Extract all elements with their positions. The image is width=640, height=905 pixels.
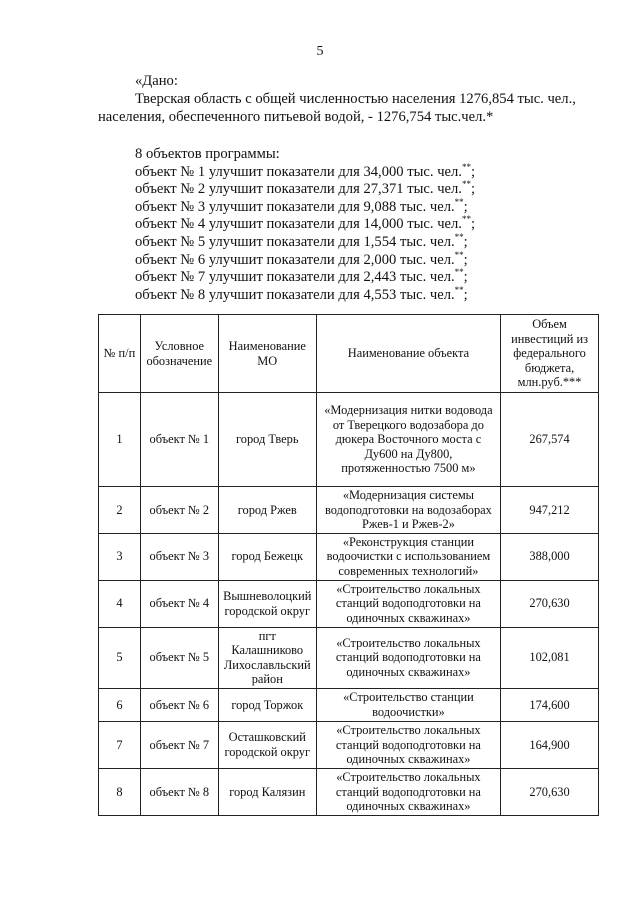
footnote-mark: ** — [454, 284, 464, 295]
table-row — [99, 533, 599, 580]
object-line-end: ; — [463, 198, 468, 215]
cell-object: «Строительство локальных станций водоподготовки на одиночных скважинах» — [316, 768, 500, 815]
cell-object: «Строительство локальных станций водоподготовки на одиночных скважинах» — [316, 627, 500, 688]
object-line-end: ; — [463, 251, 468, 268]
cell-mo: город Ржев — [218, 487, 316, 534]
given-region-line: Тверская область с общей численностью населения 1276,854 тыс. чел., — [135, 91, 576, 107]
projects-table — [98, 314, 599, 816]
cell-object: «Строительство станции водоочистки» — [316, 688, 500, 721]
table-row — [99, 721, 599, 768]
cell-object: «Реконструкция станции водоочистки с использованием современных технологий» — [316, 533, 500, 580]
object-line-end: ; — [470, 181, 476, 198]
cell-mo: Вышневолоцкий городской округ — [218, 580, 316, 627]
cell-mo: Осташковский городской округ — [218, 721, 316, 768]
object-line — [135, 181, 475, 199]
cell-mo: пгт Калашниково Лихославльский район — [218, 627, 316, 688]
objects-heading: 8 объектов программы: — [135, 146, 280, 162]
object-line-text: объект № 3 улучшит показатели для 9,088 тыс. чел. — [135, 198, 455, 215]
object-line — [135, 249, 475, 270]
footnote-mark: ** — [461, 179, 471, 190]
given-label: «Дано: — [135, 73, 178, 89]
object-line-end: ; — [470, 216, 476, 233]
object-line — [135, 161, 476, 182]
cell-num: 5 — [99, 627, 141, 688]
table-row — [99, 627, 599, 688]
footnote-mark: ** — [461, 214, 471, 225]
footnote-mark: ** — [454, 267, 464, 278]
cell-mo: город Калязин — [218, 768, 316, 815]
object-line — [135, 216, 475, 234]
cell-object: «Строительство локальных станций водоподготовки на одиночных скважинах» — [316, 580, 500, 627]
cell-code: объект № 2 — [140, 487, 218, 534]
cell-volume: 388,000 — [501, 533, 599, 580]
object-line-text: объект № 8 улучшит показатели для 4,553 тыс. чел. — [135, 286, 455, 303]
object-line-end: ; — [463, 233, 468, 250]
cell-volume: 270,630 — [501, 768, 599, 815]
table-row — [99, 768, 599, 815]
cell-volume: 102,081 — [501, 627, 599, 688]
table-row — [99, 393, 599, 487]
object-line-text: объект № 7 улучшит показатели для 2,443 тыс. чел. — [135, 269, 455, 286]
footnote-mark: ** — [461, 161, 471, 172]
footnote-mark: ** — [454, 249, 464, 260]
given-block — [98, 72, 576, 126]
object-line-text: объект № 1 улучшит показатели для 34,000 тыс. чел. — [135, 163, 462, 180]
object-line — [135, 231, 475, 252]
cell-num: 8 — [99, 768, 141, 815]
objects-block — [135, 146, 475, 304]
table-row — [99, 688, 599, 721]
header-code: Условное обозначение — [140, 315, 218, 393]
object-line-text: объект № 5 улучшит показатели для 1,554 тыс. чел. — [135, 233, 455, 250]
footnote-mark: ** — [454, 196, 464, 207]
cell-volume: 947,212 — [501, 487, 599, 534]
header-volume: Объем инвестиций из федерального бюджета, млн.руб.*** — [501, 315, 599, 393]
cell-code: объект № 7 — [140, 721, 218, 768]
table-body — [99, 393, 599, 816]
table-header-row — [99, 315, 599, 393]
table-row — [99, 487, 599, 534]
cell-num: 2 — [99, 487, 141, 534]
object-line — [135, 196, 475, 217]
object-line-text: объект № 2 улучшит показатели для 27,371 тыс. чел. — [135, 181, 462, 198]
cell-object: «Строительство локальных станций водоподготовки на одиночных скважинах» — [316, 721, 500, 768]
cell-num: 1 — [99, 393, 141, 487]
table-row — [99, 580, 599, 627]
cell-volume: 270,630 — [501, 580, 599, 627]
object-line — [135, 284, 475, 305]
cell-volume: 164,900 — [501, 721, 599, 768]
cell-num: 4 — [99, 580, 141, 627]
cell-object: «Модернизация системы водоподготовки на водозаборах Ржев-1 и Ржев-2» — [316, 487, 500, 534]
cell-object: «Модернизация нитки водовода от Тверецкого водозабора до дюкера Восточного моста с Ду600 на Ду800, протяженностью 7500 м» — [316, 393, 500, 487]
object-line-text: объект № 6 улучшит показатели для 2,000 тыс. чел. — [135, 251, 455, 268]
cell-num: 6 — [99, 688, 141, 721]
object-line-end: ; — [470, 163, 476, 180]
cell-code: объект № 3 — [140, 533, 218, 580]
given-water-line: населения, обеспеченного питьевой водой, - 1276,754 тыс.чел.* — [98, 109, 494, 125]
object-line — [135, 269, 475, 287]
object-line-end: ; — [463, 269, 468, 286]
object-line-text: объект № 4 улучшит показатели для 14,000 тыс. чел. — [135, 216, 462, 233]
cell-code: объект № 6 — [140, 688, 218, 721]
header-object: Наименование объекта — [316, 315, 500, 393]
cell-num: 3 — [99, 533, 141, 580]
footnote-mark: ** — [454, 231, 464, 242]
header-mo: Наименование МО — [218, 315, 316, 393]
objects-list — [135, 161, 476, 305]
cell-mo: город Бежецк — [218, 533, 316, 580]
object-line-end: ; — [463, 286, 468, 303]
cell-mo: город Тверь — [218, 393, 316, 487]
cell-mo: город Торжок — [218, 688, 316, 721]
cell-volume: 174,600 — [501, 688, 599, 721]
cell-volume: 267,574 — [501, 393, 599, 487]
header-num: № п/п — [99, 315, 141, 393]
cell-num: 7 — [99, 721, 141, 768]
cell-code: объект № 5 — [140, 627, 218, 688]
cell-code: объект № 8 — [140, 768, 218, 815]
cell-code: объект № 1 — [140, 393, 218, 487]
page-number: 5 — [316, 44, 324, 59]
cell-code: объект № 4 — [140, 580, 218, 627]
